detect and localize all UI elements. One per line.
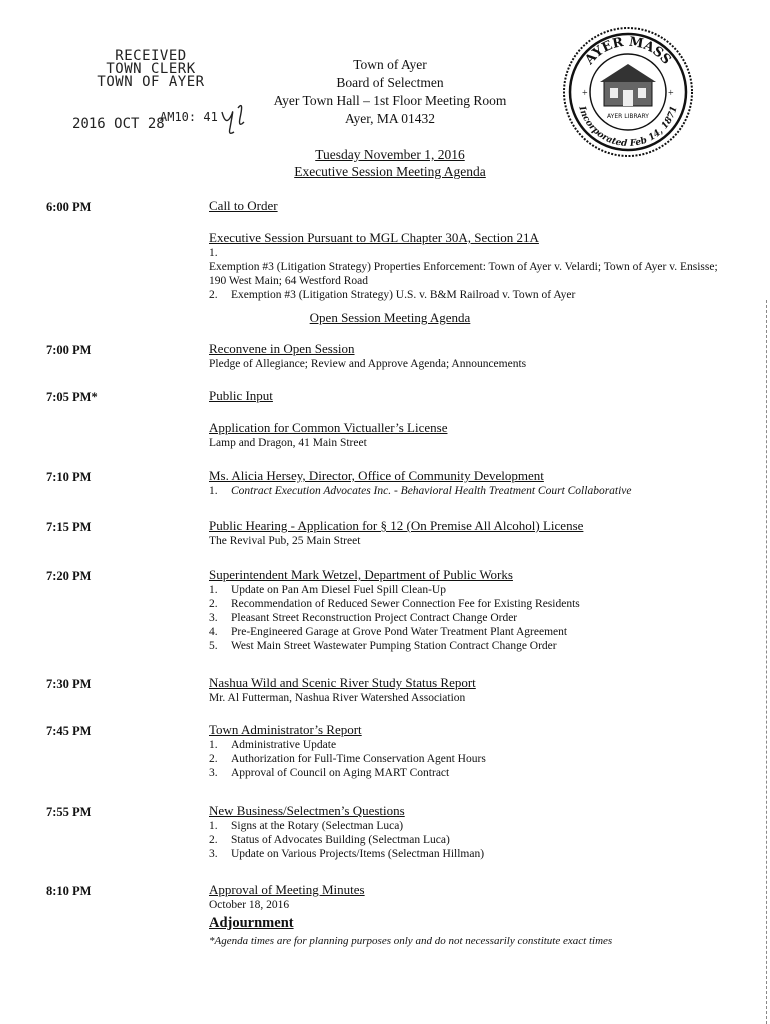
time-0720: 7:20 PM [46, 569, 92, 583]
time-0755: 7:55 PM [46, 805, 92, 819]
agenda-public-hearing [209, 519, 739, 548]
dpw-item-3: 3. Pleasant Street Reconstruction Project Contract Change Order [209, 611, 518, 624]
agenda-call-to-order [209, 199, 739, 214]
public-hearing-sub: The Revival Pub, 25 Main Street [209, 534, 361, 547]
newbiz-item-2: 2. Status of Advocates Building (Selectman Luca) [209, 833, 450, 846]
nashua-sub: Mr. Al Futterman, Nashua River Watershed Association [209, 691, 466, 704]
town-seal [560, 24, 696, 160]
agenda-new-business [209, 804, 739, 861]
admin-item-1: 1. Administrative Update [209, 738, 337, 751]
newbiz-item-2-text: Status of Advocates Building (Selectman Luca) [231, 833, 450, 846]
seal-building-label: AYER LIBRARY [607, 113, 649, 120]
town-name: Town of Ayer [353, 57, 427, 72]
agenda-dpw [209, 568, 739, 653]
newbiz-item-3-text: Update on Various Projects/Items (Selectman Hillman) [231, 847, 485, 860]
heading-reconvene: Reconvene in Open Session [209, 341, 355, 356]
exec-item-2: 2. Exemption #3 (Litigation Strategy) U.S. v. B&M Railroad v. Town of Ayer [209, 288, 576, 301]
exec-item-1: 1.Exemption #3 (Litigation Strategy) Properties Enforcement: Town of Ayer v. Velardi; Town of Ayer v. Ensisse; 190 West Main; 64 Westford Road [209, 246, 718, 287]
heading-new-business: New Business/Selectmen’s Questions [209, 803, 405, 818]
admin-item-2-text: Authorization for Full-Time Conservation Agent Hours [231, 752, 486, 765]
newbiz-item-3: 3. Update on Various Projects/Items (Selectman Hillman) [209, 847, 485, 860]
heading-victualler-license: Application for Common Victualler’s License [209, 420, 448, 435]
heading-minutes: Approval of Meeting Minutes [209, 882, 365, 897]
heading-public-hearing: Public Hearing - Application for § 12 (On Premise All Alcohol) License [209, 518, 584, 533]
admin-item-3: 3. Approval of Council on Aging MART Contract [209, 766, 450, 779]
stamp-line-3: TOWN OF AYER [97, 74, 205, 90]
time-0700: 7:00 PM [46, 343, 92, 357]
seal-bottom-text: Incorporated Feb 14, 1871 [576, 105, 680, 150]
heading-nashua: Nashua Wild and Scenic River Study Status Report [209, 675, 476, 690]
victualler-sub: Lamp and Dragon, 41 Main Street [209, 436, 367, 449]
hersey-item-1: 1. Contract Execution Advocates Inc. - Behavioral Health Treatment Court Collaborative [209, 484, 632, 497]
agenda-executive-session [209, 231, 739, 302]
meeting-location: Ayer Town Hall – 1st Floor Meeting Room [273, 93, 507, 108]
dpw-item-2-text: Recommendation of Reduced Sewer Connection Fee for Existing Residents [231, 597, 580, 610]
agenda-nashua [209, 676, 739, 705]
time-0715: 7:15 PM [46, 520, 92, 534]
scan-edge-line [765, 300, 767, 1024]
newbiz-item-1-text: Signs at the Rotary (Selectman Luca) [231, 819, 404, 832]
stamp-date: 2016 OCT 28 [72, 116, 165, 132]
dpw-item-5: 5. West Main Street Wastewater Pumping Station Contract Change Order [209, 639, 557, 652]
meeting-date-title: Tuesday November 1, 2016 [315, 147, 465, 162]
stamp-line-1: RECEIVED [115, 48, 187, 64]
stamp-time: AM10: 41 [160, 110, 218, 124]
open-session-heading: Open Session Meeting Agenda [309, 310, 471, 325]
dpw-item-1: 1. Update on Pan Am Diesel Fuel Spill Clean-Up [209, 583, 446, 596]
time-0745: 7:45 PM [46, 724, 92, 738]
dpw-item-1-text: Update on Pan Am Diesel Fuel Spill Clean-Up [231, 583, 446, 596]
footnote: *Agenda times are for planning purposes only and do not necessarily constitute exact times [209, 935, 613, 947]
reconvene-sub: Pledge of Allegiance; Review and Approve Agenda; Announcements [209, 357, 527, 370]
agenda-victualler-license [209, 421, 739, 450]
svg-text:Incorporated Feb 14, 1871 [576, 104, 680, 149]
seal-top-text: AYER MASS [582, 34, 674, 68]
heading-public-input: Public Input [209, 388, 273, 403]
hersey-item-1-text: Contract Execution Advocates Inc. - Behavioral Health Treatment Court Collaborative [231, 484, 632, 497]
city-address: Ayer, MA 01432 [344, 111, 436, 126]
dpw-item-4-text: Pre-Engineered Garage at Grove Pond Water Treatment Plant Agreement [231, 625, 568, 638]
svg-text:AYER MASS [582, 35, 674, 69]
adjournment-heading: Adjournment [209, 915, 294, 931]
time-0600: 6:00 PM [46, 200, 92, 214]
agenda-reconvene [209, 342, 739, 371]
heading-administrator-report: Town Administrator’s Report [209, 722, 362, 737]
received-stamp [96, 50, 206, 89]
time-0730: 7:30 PM [46, 677, 92, 691]
agenda-administrator-report [209, 723, 739, 780]
board-name: Board of Selectmen [336, 75, 444, 90]
heading-executive-session: Executive Session Pursuant to MGL Chapter 30A, Section 21A [209, 230, 539, 245]
admin-item-3-text: Approval of Council on Aging MART Contract [231, 766, 450, 779]
dpw-item-2: 2. Recommendation of Reduced Sewer Connection Fee for Existing Residents [209, 597, 580, 610]
admin-item-1-text: Administrative Update [231, 738, 337, 751]
admin-item-2: 2. Authorization for Full-Time Conservation Agent Hours [209, 752, 486, 765]
heading-dpw: Superintendent Mark Wetzel, Department of Public Works [209, 567, 513, 582]
newbiz-item-1: 1. Signs at the Rotary (Selectman Luca) [209, 819, 404, 832]
agenda-public-input [209, 389, 739, 404]
time-0810: 8:10 PM [46, 884, 92, 898]
exec-item-1-text: Exemption #3 (Litigation Strategy) Properties Enforcement: Town of Ayer v. Velardi; Town of Ayer v. Ensisse; 190 West Main; 64 Westford Road [209, 260, 718, 287]
minutes-sub: October 18, 2016 [209, 898, 290, 911]
svg-text:+: + [668, 88, 674, 99]
svg-text:+: + [582, 88, 588, 99]
session-title: Executive Session Meeting Agenda [294, 164, 486, 179]
dpw-item-5-text: West Main Street Wastewater Pumping Station Contract Change Order [231, 639, 557, 652]
time-0705: 7:05 PM* [46, 390, 98, 404]
heading-call-to-order: Call to Order [209, 198, 278, 213]
agenda-hersey [209, 469, 739, 498]
exec-item-2-text: Exemption #3 (Litigation Strategy) U.S. v. B&M Railroad v. Town of Ayer [231, 288, 576, 301]
time-0710: 7:10 PM [46, 470, 92, 484]
dpw-item-4: 4. Pre-Engineered Garage at Grove Pond Water Treatment Plant Agreement [209, 625, 568, 638]
dpw-item-3-text: Pleasant Street Reconstruction Project Contract Change Order [231, 611, 518, 624]
agenda-minutes [209, 883, 739, 912]
heading-hersey: Ms. Alicia Hersey, Director, Office of Community Development [209, 468, 544, 483]
stamp-line-2: TOWN CLERK [106, 61, 196, 77]
